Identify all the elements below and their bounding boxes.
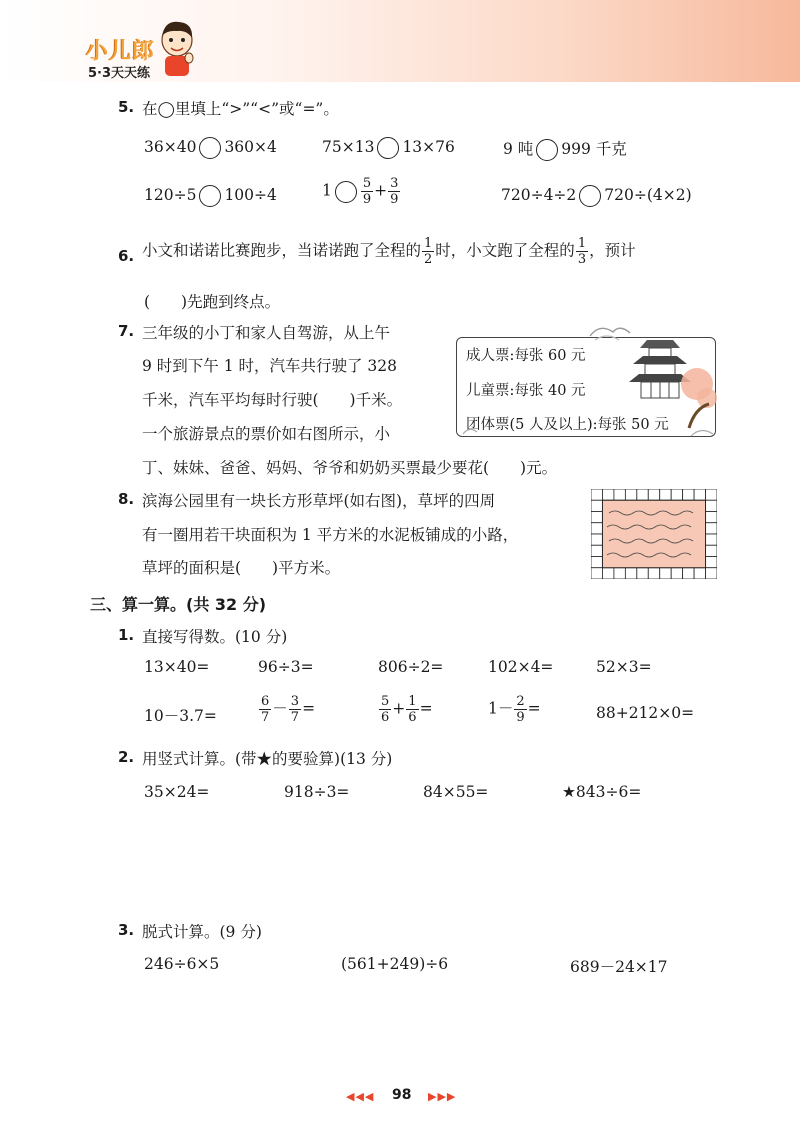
q7-line1: 三年级的小丁和家人自驾游，从上午	[142, 324, 391, 342]
ticket-child: 儿童票:每张 40 元	[466, 383, 586, 399]
q7-line3: 千米，汽车平均每时行驶( )千米。	[142, 391, 403, 409]
compare-circle[interactable]	[536, 139, 558, 161]
s2-title: 用竖式计算。(带★的要验算)(13 分)	[142, 750, 393, 768]
fraction: $\frac{2}{9}$	[516, 694, 525, 725]
path-tile	[706, 523, 717, 534]
fraction: $\frac{3}{9}$	[390, 176, 399, 207]
compare-circle[interactable]	[335, 181, 357, 203]
path-tile	[671, 568, 682, 579]
mascot-boy-icon	[155, 18, 199, 78]
calc-prefix: 1－	[488, 699, 514, 718]
path-tile	[706, 512, 717, 523]
path-tile	[706, 568, 717, 579]
q7-number: 7.	[118, 322, 135, 340]
q5-item-2-left: 75×13	[322, 138, 375, 156]
calc-item: 88+212×0=	[596, 704, 695, 722]
plus-sign: +	[374, 181, 388, 200]
path-tile	[671, 489, 682, 500]
calc-item: 13×40=	[144, 658, 210, 676]
fraction: $\frac{1}{2}$	[424, 236, 433, 267]
fraction: $\frac{6}{7}$	[261, 694, 270, 725]
calc-item-fraction	[488, 694, 541, 725]
path-tile	[591, 523, 602, 534]
q8-line1: 滨海公园里有一块长方形草坪(如右图)，草坪的四周	[142, 492, 496, 510]
ticket-adult: 成人票:每张 60 元	[466, 348, 586, 364]
q5-item-1-left: 36×40	[144, 138, 197, 156]
path-tile	[591, 512, 602, 523]
lawn-path-grid	[591, 489, 717, 579]
q7-line2: 9 时到下午 1 时，汽车共行驶了 328	[142, 357, 398, 375]
path-tile	[683, 489, 694, 500]
s3-number: 3.	[118, 921, 135, 939]
q5-item-3-left: 9 吨	[503, 140, 534, 158]
compare-circle[interactable]	[377, 137, 399, 159]
operator: －	[272, 699, 288, 718]
path-tile	[648, 568, 659, 579]
path-tile	[591, 489, 602, 500]
q5-item-6	[501, 185, 692, 207]
calc-item: 10－3.7=	[144, 707, 217, 725]
q8-number: 8.	[118, 490, 135, 508]
path-tile	[614, 568, 625, 579]
equals-sign: =	[302, 699, 316, 718]
calc-item: 52×3=	[596, 658, 652, 676]
q5-item-2	[322, 137, 455, 159]
path-tile	[694, 568, 705, 579]
q7-line5: 丁、妹妹、爸爸、妈妈、爷爷和奶奶买票最少要花( )元。	[142, 459, 558, 477]
q7-line4: 一个旅游景点的票价如右图所示，小	[142, 425, 391, 443]
q5-item-5-left: 1	[322, 181, 332, 200]
brand-logo: 小儿郎	[86, 39, 156, 64]
path-tile	[648, 489, 659, 500]
series-label: 5·3天天练	[88, 66, 151, 81]
path-tile	[637, 489, 648, 500]
s1-number: 1.	[118, 626, 135, 644]
path-tile	[637, 568, 648, 579]
path-tile	[683, 568, 694, 579]
calc-item: 806÷2=	[378, 658, 444, 676]
path-tile	[625, 489, 636, 500]
path-tile	[591, 534, 602, 545]
path-tile	[591, 545, 602, 556]
prev-arrows-icon: ◀◀◀	[346, 1090, 375, 1103]
q5-item-4-left: 120÷5	[144, 186, 197, 204]
fraction: $\frac{1}{6}$	[408, 694, 417, 725]
path-tile	[706, 534, 717, 545]
fraction: $\frac{5}{6}$	[381, 694, 390, 725]
ticket-group: 团体票(5 人及以上):每张 50 元	[466, 417, 669, 433]
fraction: $\frac{1}{3}$	[577, 236, 587, 267]
operator: +	[392, 699, 406, 718]
path-tile	[625, 568, 636, 579]
q5-item-6-right: 720÷(4×2)	[604, 186, 692, 204]
q8-line3: 草坪的面积是( )平方米。	[142, 559, 341, 577]
vertical-calc-item: ★843÷6=	[562, 783, 642, 801]
path-tile	[694, 489, 705, 500]
path-tile	[706, 557, 717, 568]
section-title: 三、算一算。(共 32 分)	[90, 595, 267, 614]
compare-circle[interactable]	[579, 185, 601, 207]
q6-line1	[142, 236, 636, 267]
page-number: 98	[392, 1087, 412, 1103]
q5-item-1	[144, 137, 277, 159]
path-tile	[706, 500, 717, 511]
q5-item-3	[503, 137, 627, 161]
path-tile	[591, 500, 602, 511]
path-tile	[591, 568, 602, 579]
calc-item: 96÷3=	[258, 658, 314, 676]
q6-number: 6.	[118, 247, 135, 265]
s3-title: 脱式计算。(9 分)	[142, 923, 262, 941]
fraction: $\frac{5}{9}$	[362, 176, 372, 207]
compare-circle[interactable]	[199, 185, 221, 207]
stepwise-calc-item: 246÷6×5	[144, 955, 220, 973]
vertical-calc-item: 84×55=	[423, 783, 489, 801]
calc-item-fraction	[378, 694, 433, 725]
equals-sign: =	[419, 699, 433, 718]
stepwise-calc-item: (561+249)÷6	[341, 955, 449, 973]
fraction: $\frac{3}{7}$	[290, 694, 300, 725]
equals-sign: =	[527, 699, 541, 718]
q5-item-4	[144, 185, 277, 207]
q5-item-5	[322, 176, 401, 207]
path-tile	[602, 489, 613, 500]
path-tile	[706, 489, 717, 500]
calc-item-fraction	[258, 694, 315, 725]
q6-text-b: 时，小文跑了全程的	[435, 241, 575, 260]
s2-number: 2.	[118, 748, 135, 766]
q6-text-a: 小文和诺诺比赛跑步，当诺诺跑了全程的	[142, 241, 422, 260]
q6-text-c: ，预计	[589, 241, 636, 260]
q5-item-6-left: 720÷4÷2	[501, 186, 577, 204]
path-tile	[591, 557, 602, 568]
q6-line2: ( )先跑到终点。	[144, 293, 281, 311]
stepwise-calc-item: 689－24×17	[570, 958, 668, 976]
s1-title: 直接写得数。(10 分)	[142, 628, 288, 646]
path-tile	[660, 489, 671, 500]
q5-item-1-right: 360×4	[224, 138, 277, 156]
vertical-calc-item: 35×24=	[144, 783, 210, 801]
path-tile	[602, 568, 613, 579]
q5-number: 5.	[118, 98, 135, 116]
q5-item-3-right: 999 千克	[561, 140, 627, 158]
path-tile	[706, 545, 717, 556]
lawn-area	[602, 500, 705, 568]
q5-item-2-right: 13×76	[402, 138, 455, 156]
q8-line2: 有一圈用若干块面积为 1 平方米的水泥板铺成的小路，	[142, 526, 519, 544]
vertical-calc-item: 918÷3=	[284, 783, 350, 801]
q5-prompt: 在◯里填上“>”“<”或“=”。	[142, 100, 339, 118]
path-tile	[660, 568, 671, 579]
next-arrows-icon: ▶▶▶	[428, 1090, 457, 1103]
compare-circle[interactable]	[199, 137, 221, 159]
cloud-decoration-icon	[455, 424, 725, 444]
q5-item-4-right: 100÷4	[224, 186, 277, 204]
path-tile	[614, 489, 625, 500]
calc-item: 102×4=	[488, 658, 554, 676]
